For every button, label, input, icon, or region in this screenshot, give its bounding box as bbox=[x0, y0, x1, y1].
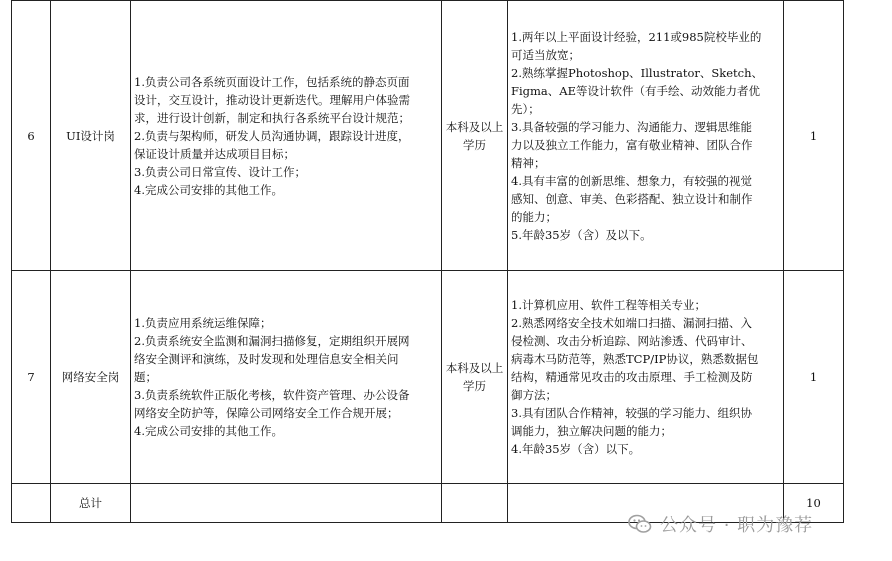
job-duties bbox=[131, 1, 442, 271]
duty-line: 1.负责应用系统运维保障； bbox=[134, 316, 272, 330]
watermark bbox=[628, 510, 813, 538]
duty-line: 求，进行设计创新，制定和执行各系统平台设计规范； bbox=[134, 110, 410, 125]
table-row bbox=[12, 271, 844, 484]
duty-line: 2.负责系统安全监测和漏洞扫描修复，定期组织开展网 bbox=[134, 334, 410, 348]
requirement-line: 结构，精通常见攻击的攻击原理、手工检测及防 bbox=[511, 370, 753, 384]
requirement-line: 力以及独立工作能力，富有敬业精神、团队合作 bbox=[511, 137, 753, 152]
requirement-line: 御方法； bbox=[511, 388, 557, 402]
watermark-text: 公众号 · 职为豫荐 bbox=[660, 515, 814, 536]
duty-line: 4.完成公司安排的其他工作。 bbox=[134, 424, 283, 438]
job-duties bbox=[131, 271, 442, 484]
requirement-line: 感知、创意、审美、色彩搭配、独立设计和制作 bbox=[511, 191, 753, 206]
duty-line: 2.负责与架构师，研发人员沟通协调，跟踪设计进度， bbox=[134, 128, 410, 143]
education-line: 学历 bbox=[463, 137, 486, 152]
education-line: 本科及以上 bbox=[445, 361, 504, 375]
empty-cell bbox=[442, 484, 508, 523]
job-requirements bbox=[508, 271, 784, 484]
education-line: 学历 bbox=[463, 379, 486, 393]
duty-line: 络安全测评和演练，及时发现和处理信息安全相关问 bbox=[134, 352, 399, 366]
requirement-line: 4.年龄35岁（含）以下。 bbox=[511, 442, 641, 456]
requirement-line: 的能力； bbox=[511, 209, 557, 224]
position-title: UI设计岗 bbox=[51, 1, 131, 271]
duty-line: 3.负责公司日常宣传、设计工作； bbox=[134, 164, 306, 179]
requirement-line: 侵检测、攻击分析追踪、网站渗透、代码审计、 bbox=[511, 334, 753, 348]
row-number: 6 bbox=[12, 1, 51, 271]
job-table bbox=[11, 0, 844, 523]
duty-line: 3.负责系统软件正版化考核，软件资产管理、办公设备 bbox=[134, 388, 410, 402]
education-line: 本科及以上 bbox=[445, 119, 504, 134]
empty-cell bbox=[12, 484, 51, 523]
headcount: 1 bbox=[784, 271, 844, 484]
requirement-line: 病毒木马防范等，熟悉TCP/IP协议，熟悉数据包 bbox=[511, 352, 759, 366]
requirement-line: 精神； bbox=[511, 155, 546, 170]
row-number: 7 bbox=[12, 271, 51, 484]
job-requirements bbox=[508, 1, 784, 271]
position-title: 网络安全岗 bbox=[51, 271, 131, 484]
empty-cell bbox=[131, 484, 442, 523]
duty-line: 保证设计质量并达成项目目标； bbox=[134, 146, 295, 161]
requirement-line: 可适当放宽； bbox=[511, 47, 580, 62]
headcount: 1 bbox=[784, 1, 844, 271]
wechat-icon bbox=[628, 514, 652, 534]
table-row bbox=[12, 1, 844, 271]
duty-line: 网络安全防护等，保障公司网络安全工作合规开展； bbox=[134, 406, 399, 420]
requirement-line: 调能力，独立解决问题的能力； bbox=[511, 424, 672, 438]
education-requirement bbox=[442, 1, 508, 271]
total-count: 10 bbox=[784, 484, 844, 523]
requirement-line: 2.熟练掌握Photoshop、Illustrator、Sketch、 bbox=[511, 65, 764, 80]
requirement-line: 1.计算机应用、软件工程等相关专业； bbox=[511, 298, 706, 312]
requirement-line: 5.年龄35岁（含）及以下。 bbox=[511, 227, 652, 242]
requirement-line: 3.具备较强的学习能力、沟通能力、逻辑思维能 bbox=[511, 119, 752, 134]
requirement-line: 3.具有团队合作精神，较强的学习能力、组织协 bbox=[511, 406, 752, 420]
education-requirement bbox=[442, 271, 508, 484]
requirement-line: 1.两年以上平面设计经验，211或985院校毕业的 bbox=[511, 29, 762, 44]
duty-line: 4.完成公司安排的其他工作。 bbox=[134, 182, 283, 197]
duty-line: 题； bbox=[134, 370, 157, 384]
requirement-line: 4.具有丰富的创新思维、想象力，有较强的视觉 bbox=[511, 173, 752, 188]
requirement-line: 先）； bbox=[511, 101, 540, 116]
requirement-line: 2.熟悉网络安全技术如端口扫描、漏洞扫描、入 bbox=[511, 316, 752, 330]
duty-line: 设计，交互设计，推动设计更新迭代。理解用户体验需 bbox=[134, 92, 410, 107]
duty-line: 1.负责公司各系统页面设计工作，包括系统的静态页面 bbox=[134, 74, 410, 89]
total-label: 总计 bbox=[51, 484, 131, 523]
requirement-line: Figma、AE等设计软件（有手绘、动效能力者优 bbox=[511, 83, 760, 98]
